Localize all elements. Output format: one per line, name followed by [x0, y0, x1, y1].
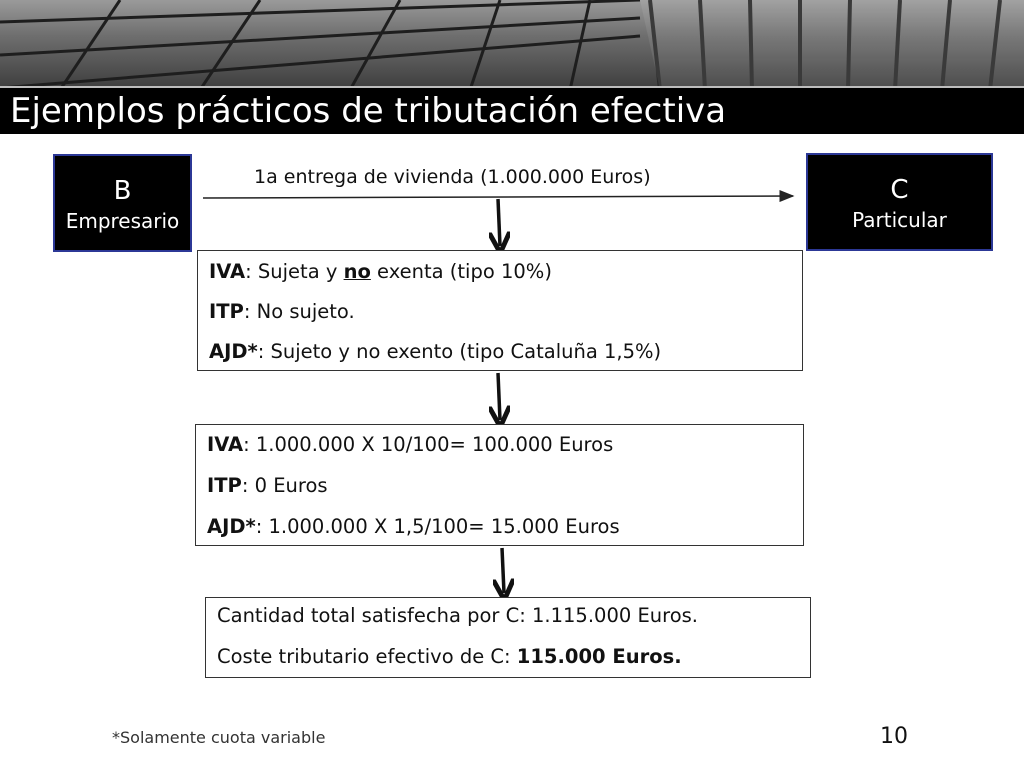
- tax-applicability-box: [197, 250, 803, 371]
- party-b-letter: B: [113, 176, 132, 206]
- transfer-label: 1a entrega de vivienda (1.000.000 Euros): [254, 166, 651, 188]
- footnote: *Solamente cuota variable: [112, 728, 326, 747]
- tax-calculation-box: [195, 424, 804, 546]
- ajd-line: AJD*: Sujeto y no exento (tipo Cataluña 1,5%): [209, 340, 662, 363]
- down-arrow-3: [502, 548, 504, 593]
- down-arrow-2: [498, 373, 500, 420]
- page-number: 10: [880, 724, 908, 749]
- iva-calc-line: IVA: 1.000.000 X 10/100= 100.000 Euros: [207, 433, 614, 456]
- ajd-calc-line: AJD*: 1.000.000 X 1,5/100= 15.000 Euros: [207, 515, 620, 538]
- party-c-role: Particular: [852, 208, 947, 232]
- itp-line: ITP: No sujeto.: [209, 300, 355, 323]
- effective-cost-line: Coste tributario efectivo de C: 115.000 Euros.: [217, 645, 682, 668]
- iva-line: IVA: Sujeta y no exenta (tipo 10%): [209, 260, 552, 283]
- itp-calc-line: ITP: 0 Euros: [207, 474, 328, 497]
- total-paid-line: Cantidad total satisfecha por C: 1.115.000 Euros.: [217, 604, 699, 627]
- down-arrow-1: [498, 199, 500, 246]
- party-b-role: Empresario: [65, 209, 180, 233]
- total-box: [205, 597, 811, 678]
- transfer-arrow: [203, 196, 793, 198]
- slide-title: Ejemplos prácticos de tributación efectiva: [10, 91, 727, 131]
- party-c-letter: C: [890, 175, 909, 205]
